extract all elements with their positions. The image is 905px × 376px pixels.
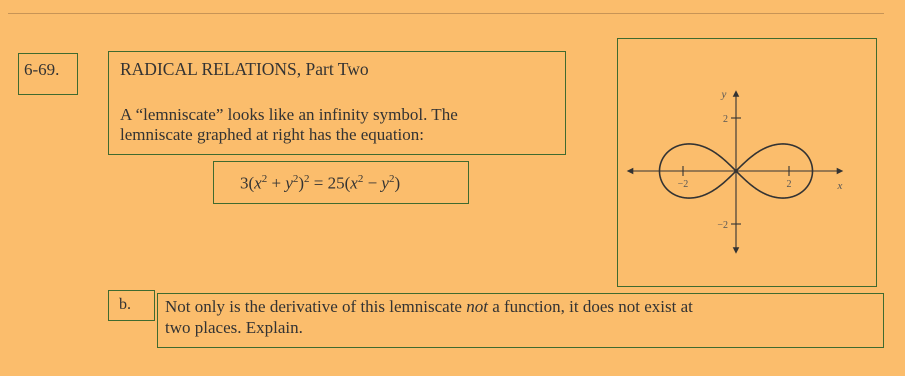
equation-box: $3(x^2 + y^2)^2 = 25(x^2 - y^2)$ — [213, 161, 469, 204]
tick-label-x-neg2: −2 — [677, 179, 689, 190]
part-b-label: b. — [108, 290, 155, 321]
tick-label-x-2: 2 — [786, 179, 792, 190]
question-line-2: two places. Explain. — [165, 318, 303, 337]
x-axis-label: x — [837, 180, 843, 192]
problem-intro — [120, 105, 565, 145]
graph-box — [617, 38, 877, 287]
intro-line-1: A “lemniscate” looks like an infinity symbol. The — [120, 105, 458, 124]
part-b-question — [157, 293, 884, 348]
y-axis-label: y — [721, 88, 727, 101]
question-line-1: Not only is the derivative of this lemniscate not a function, it does not exist at — [165, 297, 693, 316]
problem-title: RADICAL RELATIONS, Part Two — [120, 59, 369, 79]
lemniscate-graph — [618, 39, 876, 286]
emphasis-not: not — [466, 297, 488, 316]
problem-number: 6-69. — [18, 53, 78, 95]
top-rule — [8, 13, 884, 14]
tick-label-y-2: 2 — [723, 114, 728, 125]
problem-statement-box — [108, 51, 566, 155]
intro-line-2: lemniscate graphed at right has the equation: — [120, 125, 425, 144]
tick-label-y-neg2: −2 — [717, 220, 728, 231]
